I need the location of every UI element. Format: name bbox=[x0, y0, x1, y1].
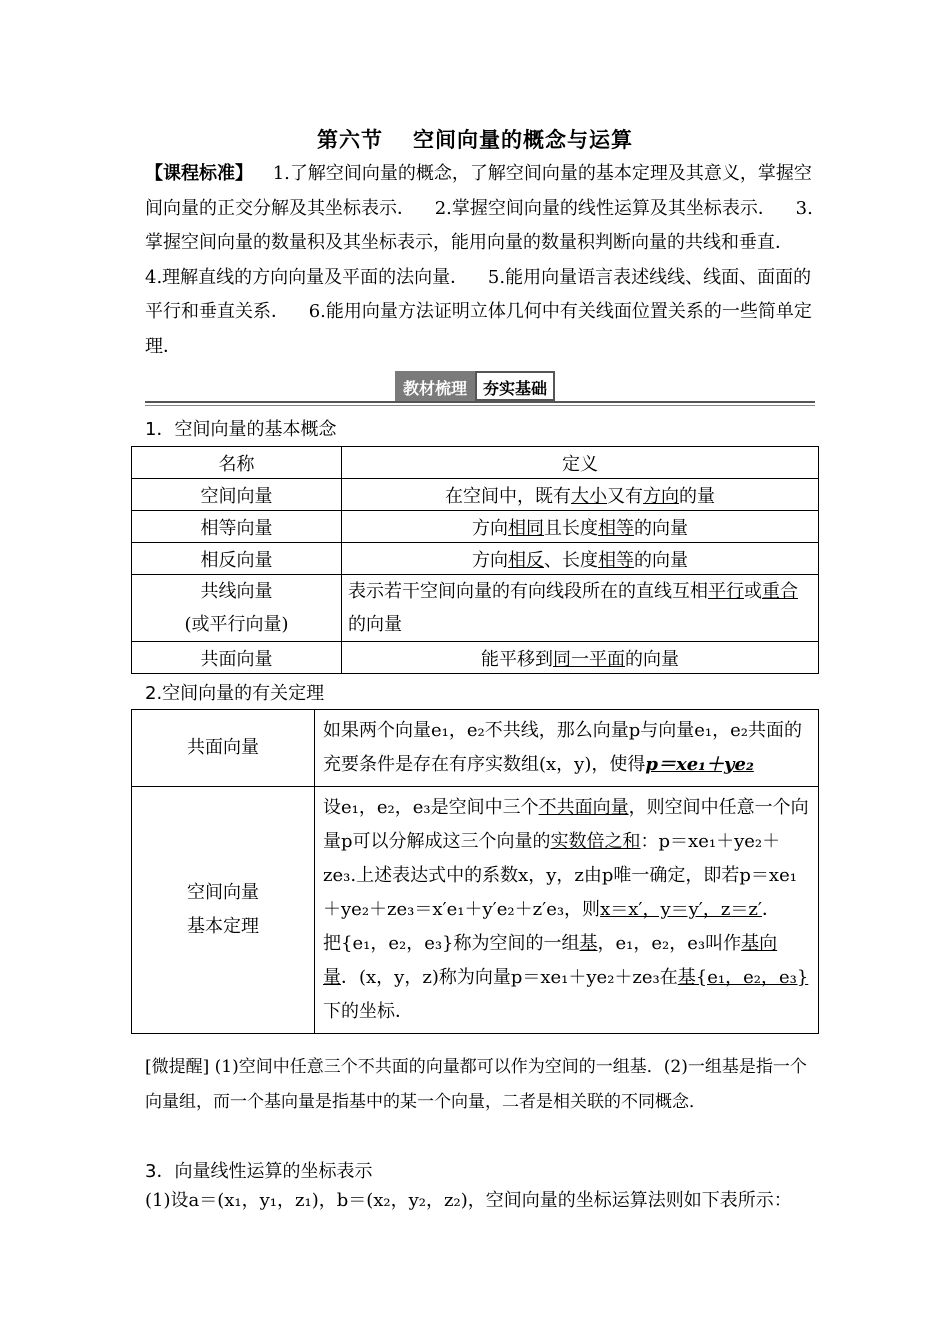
row-name: 共线向量 (或平行向量) bbox=[132, 575, 342, 642]
standard-item: 6.能用向量方法证明立体几何中有关线面位置关系的一些简单定理． bbox=[145, 301, 812, 357]
table-header-row bbox=[132, 447, 819, 479]
standard-item: 2.掌握空间向量的线性运算及其坐标表示． bbox=[434, 197, 776, 219]
section3-text: (1)设a＝(x₁，y₁，z₁)，b＝(x₂，y₂，z₂)，空间向量的坐标运算法则如下表所示： bbox=[145, 1190, 792, 1211]
banner-left: 教材梳理 bbox=[395, 371, 475, 401]
banner-right: 夯实基础 bbox=[475, 371, 555, 401]
section1-heading: 1．空间向量的基本概念 bbox=[145, 419, 337, 440]
row-name: 共面向量 bbox=[132, 642, 342, 674]
row-name: 空间向量 基本定理 bbox=[132, 787, 315, 1034]
table-row bbox=[132, 575, 819, 642]
standard-item: 4.理解直线的方向向量及平面的法向量． bbox=[145, 266, 469, 288]
row-def: 表示若干空间向量的有向线段所在的直线互相平行或重合的向量 bbox=[342, 575, 819, 642]
note-text: (1)空间中任意三个不共面的向量都可以作为空间的一组基．(2)一组基是指一个向量组，而一个基向量是指基中的某一个向量，二者是相关联的不同概念． bbox=[145, 1057, 807, 1112]
row-name: 共面向量 bbox=[132, 710, 315, 787]
row-name: 相反向量 bbox=[132, 543, 342, 575]
header-name: 名称 bbox=[132, 447, 342, 479]
table-row bbox=[132, 642, 819, 674]
row-def: 在空间中，既有大小又有方向的量 bbox=[342, 479, 819, 511]
table-row bbox=[132, 543, 819, 575]
row-def: 能平移到同一平面的向量 bbox=[342, 642, 819, 674]
standard-item: 3.掌握空间向量的数量积及其坐标表示，能用向量的数量积判断向量的共线和垂直． bbox=[145, 197, 813, 253]
theorem-table bbox=[131, 709, 819, 1034]
row-def: 设e₁，e₂，e₃是空间中三个不共面向量，则空间中任意一个向量p可以分解成这三个向量的实数倍之和：p＝xe₁＋ye₂＋ze₃.上述表达式中的系数x，y，z由p唯一确定，即若p＝xe₁＋ye₂＋ze₃＝x′e₁＋y′e₂＋z′e₃，则x＝x′，y＝y′，z＝z′． 把{e₁，e₂，e₃}称为空间的一组基，e₁，e₂，e₃叫作基向量．(x，y，z)称为向量p＝xe₁＋ye₂＋ze₃在基{e₁，e₂，e₃}下的坐标． bbox=[315, 787, 819, 1034]
table-row bbox=[132, 710, 819, 787]
standard-item: 1.了解空间向量的概念，了解空间向量的基本定理及其意义，掌握空间向量的正交分解及其坐标表示． bbox=[145, 163, 812, 219]
page-title bbox=[0, 124, 950, 154]
standard-item: 5.能用向量语言表述线线、线面、面面的平行和垂直关系． bbox=[145, 266, 812, 322]
section-banner bbox=[145, 367, 815, 407]
table-row bbox=[132, 787, 819, 1034]
section2-heading: 2.空间向量的有关定理 bbox=[145, 683, 325, 704]
section3-heading: 3．向量线性运算的坐标表示 bbox=[145, 1161, 373, 1182]
tip-note bbox=[145, 1050, 815, 1119]
header-def: 定义 bbox=[342, 447, 819, 479]
course-standard bbox=[145, 157, 815, 364]
row-def: 方向相同且长度相等的向量 bbox=[342, 511, 819, 543]
standard-tag: 【课程标准】 bbox=[145, 163, 253, 184]
table-row bbox=[132, 511, 819, 543]
title-part2: 空间向量的概念与运算 bbox=[413, 127, 633, 152]
row-def: 方向相反、长度相等的向量 bbox=[342, 543, 819, 575]
row-name: 空间向量 bbox=[132, 479, 342, 511]
title-part1: 第六节 bbox=[317, 127, 383, 152]
note-tag: [微提醒] bbox=[145, 1057, 210, 1077]
concept-table bbox=[131, 446, 819, 674]
row-def: 如果两个向量e₁，e₂不共线，那么向量p与向量e₁，e₂共面的充要条件是存在有序实数组(x，y)，使得p＝xe₁＋ye₂ bbox=[315, 710, 819, 787]
row-name: 相等向量 bbox=[132, 511, 342, 543]
table-row bbox=[132, 479, 819, 511]
